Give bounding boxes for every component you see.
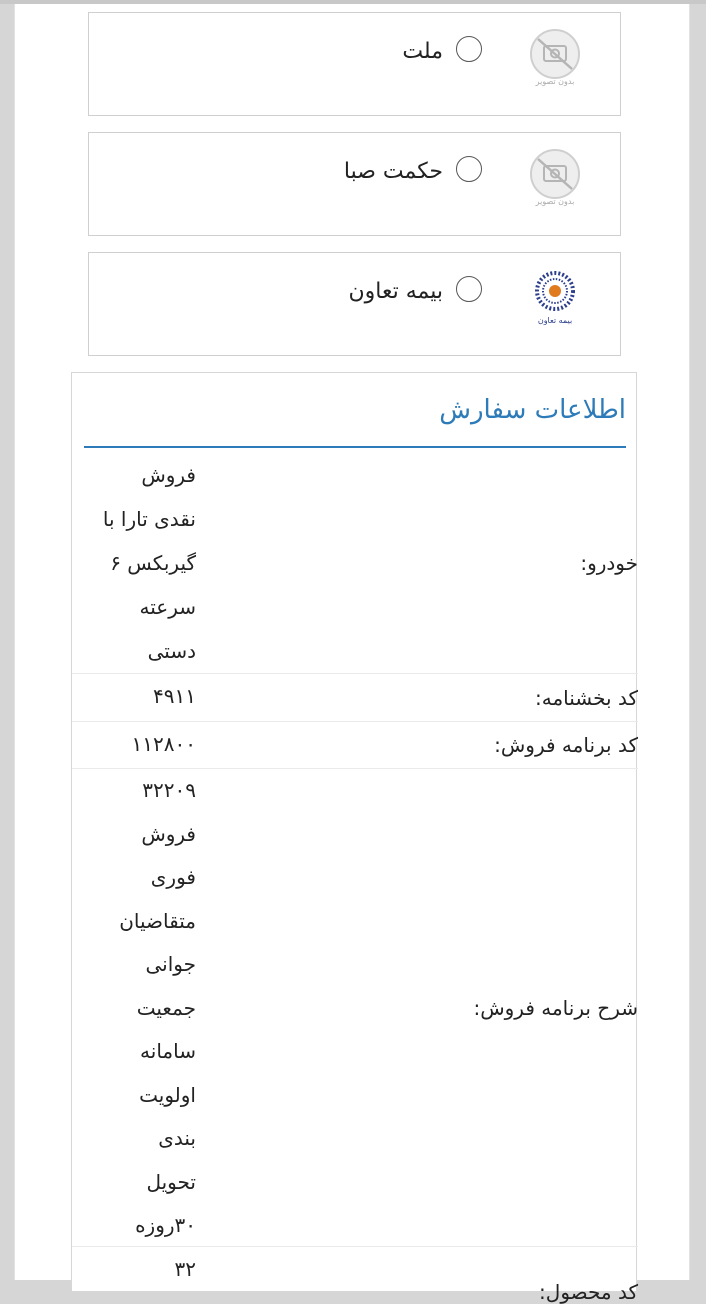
insurer-option-mellat[interactable] xyxy=(88,12,621,116)
row-key: شرح برنامه فروش: xyxy=(473,995,638,1020)
no-image-icon xyxy=(525,147,585,207)
row-key: کد محصول: xyxy=(539,1280,638,1304)
row-value: فروش نقدی تارا با گیربکس ۶ سرعته دستی xyxy=(102,463,196,663)
insurer-radio[interactable] xyxy=(456,156,482,182)
row-value: ۳۲ xyxy=(174,1257,196,1281)
no-image-icon xyxy=(525,27,585,87)
title-divider xyxy=(84,446,626,448)
order-info-title: اطلاعات سفارش xyxy=(439,395,626,425)
row-value: ۱۱۲۸۰۰ xyxy=(131,732,196,756)
row-value: ۳۲۲۰۹ فروش فوری متقاضیان جوانی جمعیت سامانه اولویت بندی تحویل ۳۰روزه xyxy=(119,778,196,1237)
order-row-car xyxy=(72,453,638,673)
insurer-radio[interactable] xyxy=(456,276,482,302)
order-info-panel xyxy=(71,372,638,1304)
bime-taavon-logo xyxy=(525,267,585,327)
order-row-sales-program-description xyxy=(72,768,638,1246)
insurer-option-bime-taavon[interactable] xyxy=(88,252,621,356)
logo-caption: بیمه تعاون xyxy=(537,316,573,325)
row-key: خودرو: xyxy=(580,551,638,575)
insurer-label: ملت xyxy=(402,39,443,64)
insurer-option-hekmat-saba[interactable] xyxy=(88,132,621,236)
insurer-label: بیمه تعاون xyxy=(348,279,443,304)
row-key: کد بخشنامه: xyxy=(535,685,638,710)
row-key: کد برنامه فروش: xyxy=(494,733,638,757)
page xyxy=(14,4,690,1304)
order-row-circular-code xyxy=(72,673,638,721)
order-row-product-code xyxy=(72,1246,638,1304)
row-value: ۴۹۱۱ xyxy=(153,684,196,708)
insurer-label: حکمت صبا xyxy=(343,159,443,184)
logo-caption: بدون تصویر xyxy=(535,197,575,206)
order-row-sales-program-code xyxy=(72,721,638,768)
logo-caption: بدون تصویر xyxy=(535,77,575,86)
insurer-radio[interactable] xyxy=(456,36,482,62)
